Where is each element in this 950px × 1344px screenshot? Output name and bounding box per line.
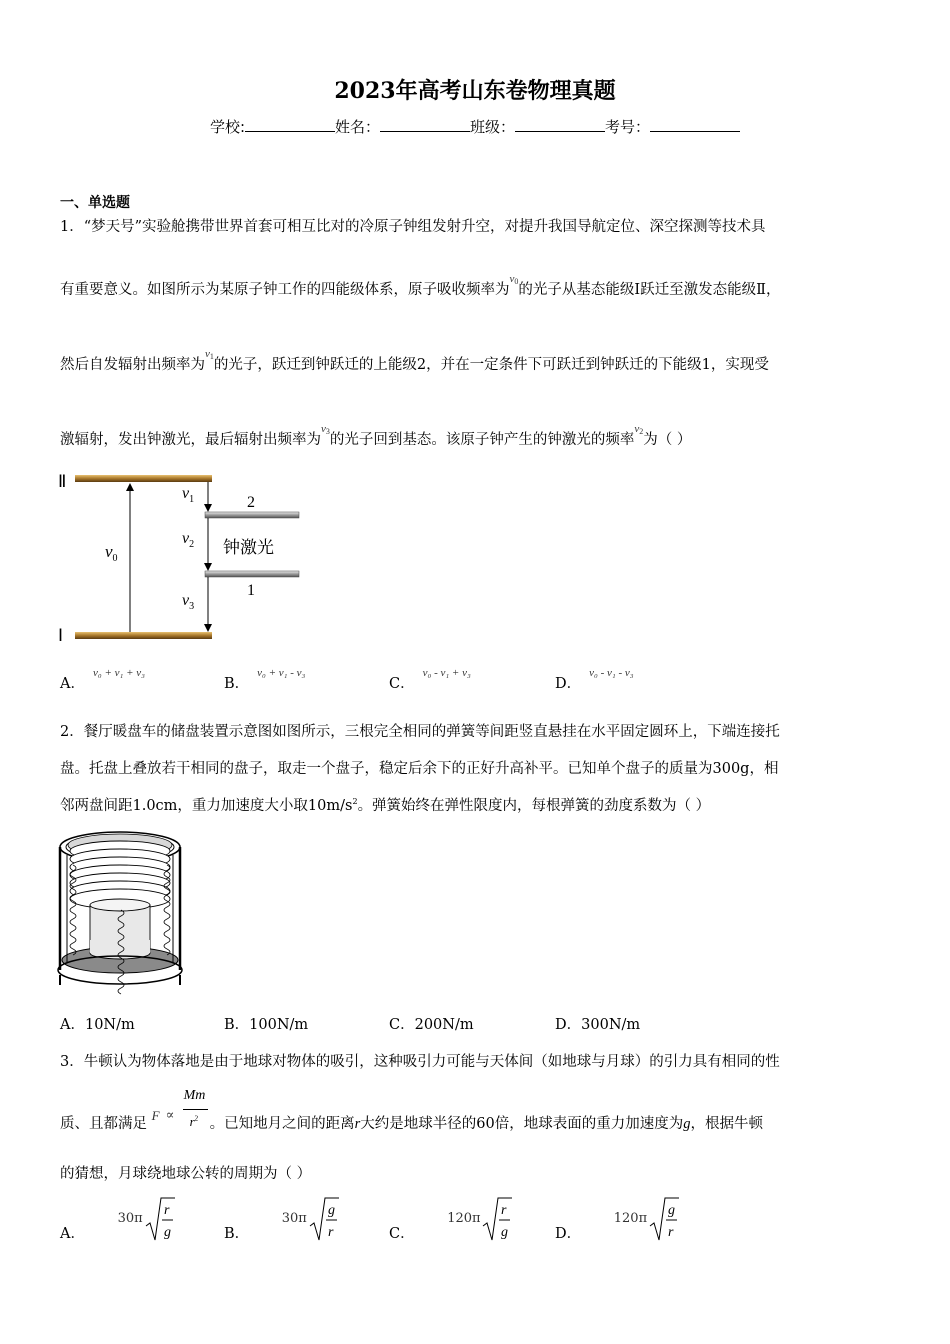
q2-option-d[interactable]: D．300N/m bbox=[555, 1017, 641, 1033]
q1-option-d[interactable]: D．$^{\nu_0 - \nu_1 - \nu_3}$ bbox=[555, 667, 634, 692]
q1-text: 有重要意义。如图所示为某原子钟工作的四能级体系，原子吸收频率为 bbox=[60, 282, 510, 298]
q3-option-b[interactable]: B． 30π g r bbox=[224, 1222, 324, 1243]
q1-line2 bbox=[60, 273, 890, 299]
svg-text:g: g bbox=[667, 1203, 675, 1218]
q1-line1: 1．“梦天号”实验舱携带世界首套可相互比对的冷原子钟组发射升空，对提升我国导航定位、深空探测等技术具 bbox=[60, 219, 766, 235]
q1-line4 bbox=[60, 423, 890, 449]
q3-option-c[interactable]: C． 120π r g bbox=[389, 1222, 499, 1243]
q1-text: 的光子回到基态。该原子钟产生的钟激光的频率 bbox=[329, 432, 635, 448]
level-1-bar bbox=[205, 571, 299, 577]
plate-warmer-diagram bbox=[55, 825, 190, 1000]
svg-text:r: r bbox=[327, 1225, 334, 1240]
q2-option-c[interactable]: C．200N/m bbox=[389, 1017, 474, 1033]
nu0-symbol: ν0 bbox=[509, 273, 519, 286]
section-title: 一、单选题 bbox=[60, 195, 130, 211]
q3-option-d[interactable]: D． 120π g r bbox=[555, 1222, 666, 1243]
student-info-line bbox=[0, 116, 950, 137]
class-label: 班级： bbox=[470, 118, 516, 136]
q2-line1: 2．餐厅暖盘车的储盘装置示意图如图所示，三根完全相同的弹簧等间距竖直悬挂在水平固定圆环上，下端连接托 bbox=[60, 724, 780, 740]
q2-option-b[interactable]: B．100N/m bbox=[224, 1017, 309, 1033]
name-blank bbox=[380, 117, 470, 132]
svg-text:g: g bbox=[163, 1225, 171, 1240]
nu1-symbol: ν1 bbox=[205, 348, 214, 361]
nu0-label: $\nu_0$ bbox=[105, 542, 118, 564]
svg-text:g: g bbox=[327, 1203, 335, 1218]
level-II-bar bbox=[75, 475, 212, 482]
q3-line2: 质、且都满足 F ∝ Mm $r^2$ 。已知地月之间的距离r大约是地球半径的60倍，地球表面的重力加速度为g，根据牛顿 bbox=[60, 1088, 763, 1132]
id-label: 考号： bbox=[605, 118, 651, 136]
school-blank bbox=[245, 117, 335, 132]
name-label: 姓名： bbox=[335, 118, 381, 136]
q1-option-b[interactable]: B．$^{\nu_0 + \nu_1 - \nu_3}$ bbox=[224, 667, 306, 692]
page-title: 2023年高考山东卷物理真题 bbox=[334, 78, 616, 104]
class-blank bbox=[515, 117, 605, 132]
energy-level-diagram bbox=[55, 465, 315, 650]
gravity-formula: F ∝ Mm $r^2$ bbox=[152, 1114, 210, 1128]
svg-text:r: r bbox=[163, 1203, 170, 1218]
q1-text: 的光子从基态能级Ⅰ跃迁至激发态能级Ⅱ， bbox=[518, 282, 781, 298]
level-I-bar bbox=[75, 632, 212, 639]
nu3-label: $\nu_3$ bbox=[182, 592, 195, 612]
svg-text:r: r bbox=[501, 1203, 507, 1218]
nu3-symbol: ν3 bbox=[321, 423, 330, 436]
level-II-label: Ⅱ bbox=[58, 472, 67, 491]
q3-line1: 3．牛顿认为物体落地是由于地球对物体的吸引，这种吸引力可能与天体间（如地球与月球）的引力具有相同的性 bbox=[60, 1054, 780, 1070]
q2-line3: 邻两盘间距1.0cm，重力加速度大小取$10m/s^2$。弹簧始终在弹性限度内，每根弹簧的劲度系数为（ ） bbox=[60, 797, 711, 814]
nu2-label: $\nu_2$ bbox=[182, 530, 195, 550]
clock-laser-label: 钟激光 bbox=[223, 538, 274, 557]
q2-line2: 盘。托盘上叠放若干相同的盘子，取走一个盘子，稳定后余下的正好升高补平。已知单个盘子的质量为300g，相 bbox=[60, 761, 779, 777]
q1-text: 然后自发辐射出频率为 bbox=[60, 357, 205, 373]
q3-line3: 的猜想，月球绕地球公转的周期为（ ） bbox=[60, 1166, 312, 1182]
q1-option-a[interactable]: A．$^{\nu_0 + \nu_1 + \nu_3}$ bbox=[60, 667, 145, 692]
id-blank bbox=[650, 117, 740, 132]
level-I-label: Ⅰ bbox=[58, 626, 64, 645]
q1-text: 的光子，跃迁到钟跃迁的上能级2，并在一定条件下可跃迁到钟跃迁的下能级1，实现受 bbox=[213, 357, 769, 373]
q1-text: 激辐射，发出钟激光，最后辐射出频率为 bbox=[60, 432, 321, 448]
school-label: 学校: bbox=[209, 118, 245, 136]
q2-option-a[interactable]: A．10N/m bbox=[60, 1017, 135, 1033]
nu1-label: $\nu_1$ bbox=[182, 485, 195, 505]
q1-option-c[interactable]: C．$^{\nu_0 - \nu_1 + \nu_3}$ bbox=[389, 667, 471, 692]
q1-text: 为（ ） bbox=[643, 432, 692, 448]
svg-text:r: r bbox=[667, 1225, 674, 1240]
level-2-label: 2 bbox=[247, 494, 255, 511]
level-2-bar bbox=[205, 512, 299, 518]
q1-line3 bbox=[60, 348, 890, 374]
nu2-symbol: ν2 bbox=[634, 423, 644, 436]
svg-text:g: g bbox=[501, 1225, 509, 1240]
q3-option-a[interactable]: A． 30π r g bbox=[60, 1222, 160, 1243]
level-1-label: 1 bbox=[247, 582, 255, 599]
